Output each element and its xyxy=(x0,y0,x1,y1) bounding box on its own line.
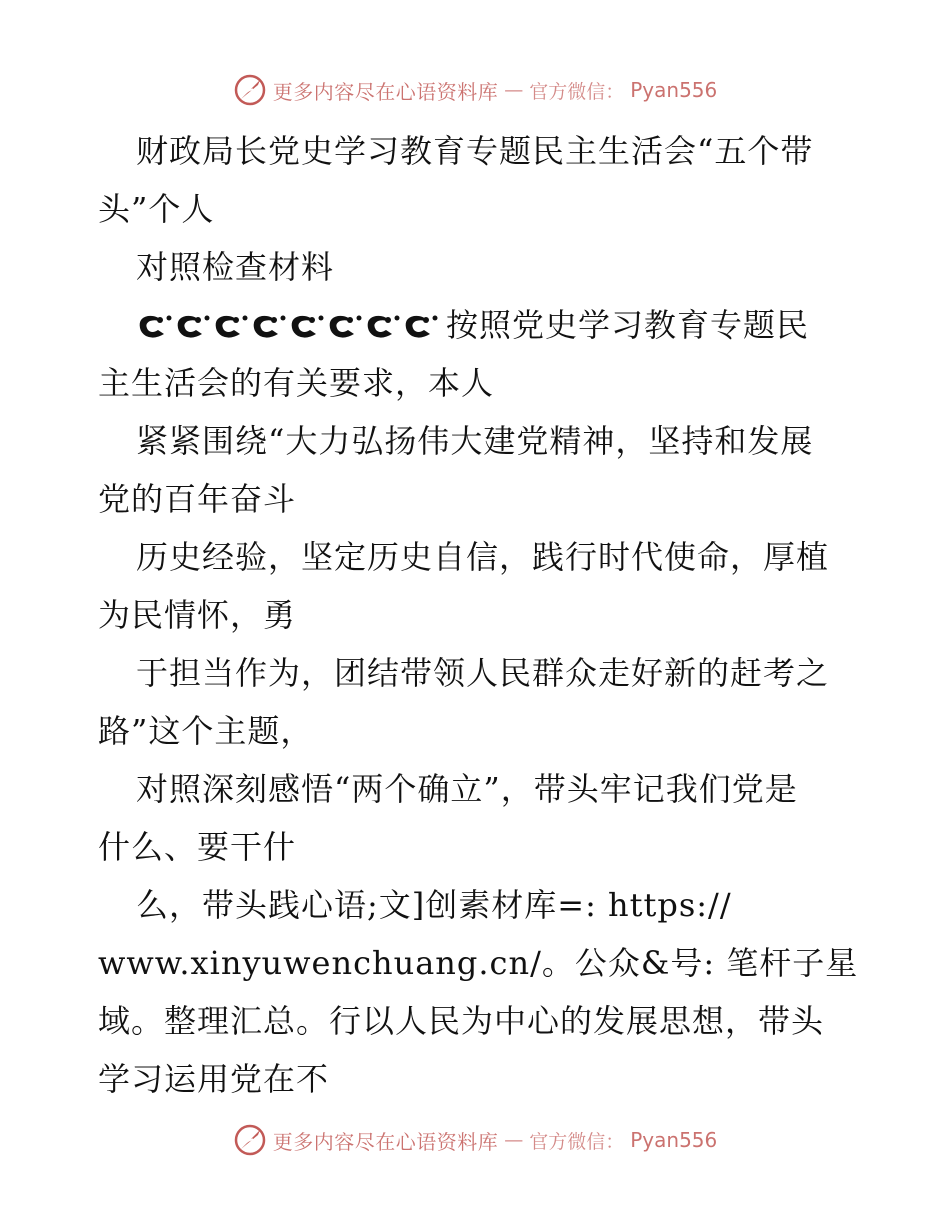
footer-watermark xyxy=(0,1120,950,1160)
text-line: 主生活会的有关要求，本人 xyxy=(98,364,495,402)
text-line: 财政局长党史学习教育专题民主生活会“五个带 xyxy=(136,132,814,170)
watermark-wechat-id: Pyan556 xyxy=(630,1128,718,1152)
quill-logo-icon xyxy=(233,1123,267,1157)
text-line: 按照党史学习教育专题民 xyxy=(98,296,858,354)
text-line: 历史经验，坚定历史自信，践行时代使命，厚植 xyxy=(136,538,830,576)
watermark-wechat-label: 官方微信： xyxy=(529,1130,625,1153)
quill-logo-icon xyxy=(233,73,267,107)
text-line: www.xinyuwenchuang.cn/。公众&号: 笔杆子星 xyxy=(98,944,859,982)
text-line: 学习运用党在不 xyxy=(98,1060,330,1098)
text-line: 对照检查材料 xyxy=(136,248,335,286)
watermark-wechat-label: 官方微信： xyxy=(529,80,625,103)
watermark-text: 更多内容尽在心语资料库 xyxy=(272,1129,499,1154)
text-line: 对照深刻感悟“两个确立”，带头牢记我们党是 xyxy=(136,770,798,808)
watermark-wechat-id: Pyan556 xyxy=(630,78,718,102)
text-line: 党的百年奋斗 xyxy=(98,480,297,518)
text-line: 于担当作为，团结带领人民群众走好新的赶考之 xyxy=(136,654,830,692)
text-line: 紧紧围绕“大力弘扬伟大建党精神，坚持和发展 xyxy=(136,422,814,460)
decorative-ornament-icon xyxy=(136,310,446,340)
watermark-separator: — xyxy=(504,1129,524,1151)
document-body xyxy=(98,122,858,1108)
text-line: 为民情怀，勇 xyxy=(98,596,297,634)
text-line: 域。整理汇总。行以人民为中心的发展思想，带头 xyxy=(98,1002,825,1040)
watermark-separator: — xyxy=(504,79,524,101)
text-line: 路”这个主题， xyxy=(98,712,314,750)
text-line: 头”个人 xyxy=(98,190,215,228)
text-line: 什么、要干什 xyxy=(98,828,297,866)
text-line: 么，带头践心语;文]创素材库=: https:// xyxy=(136,886,732,924)
watermark-text: 更多内容尽在心语资料库 xyxy=(272,79,499,104)
header-watermark xyxy=(0,70,950,110)
